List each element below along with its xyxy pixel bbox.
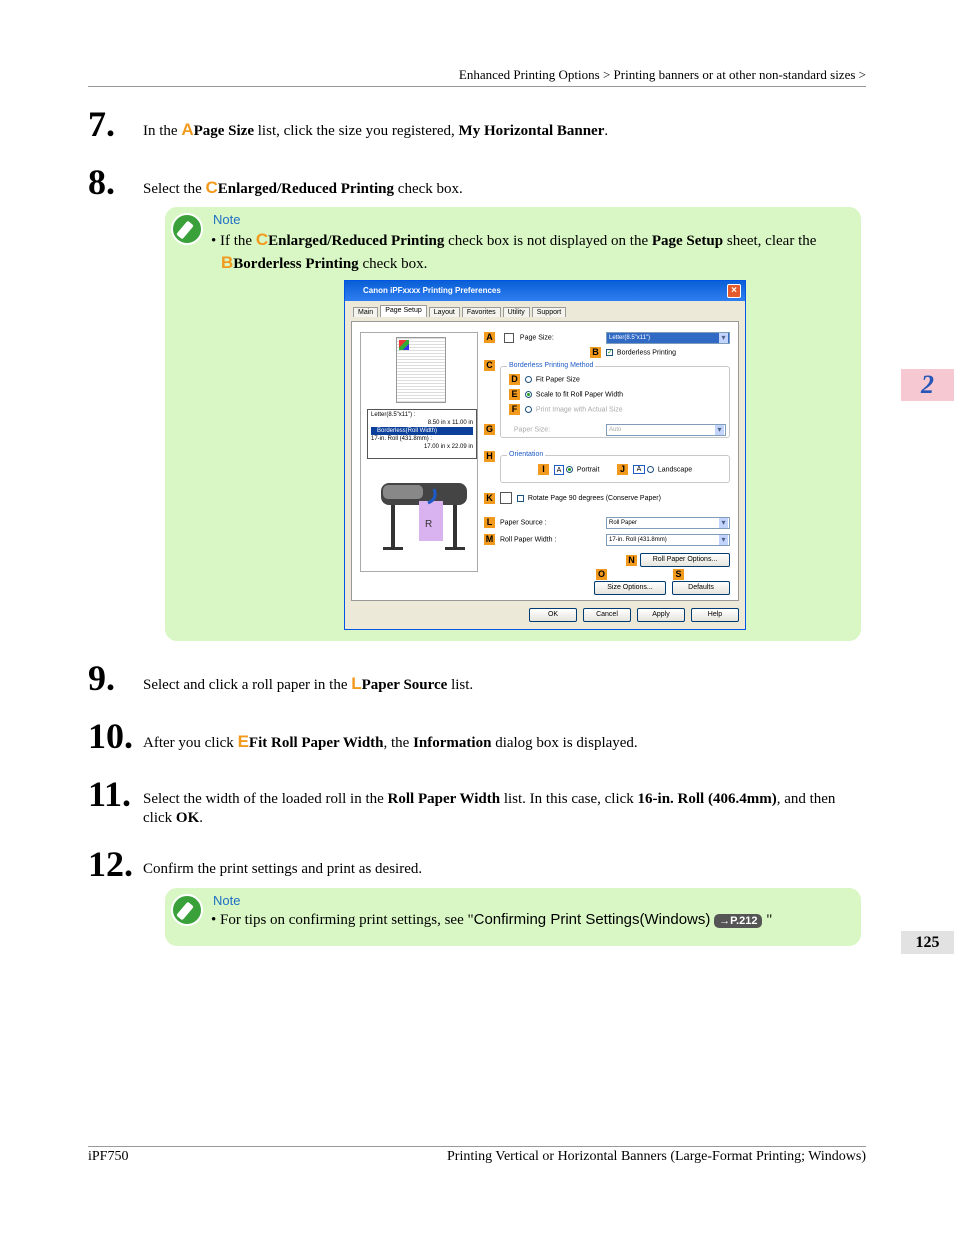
note-title: Note xyxy=(213,893,241,908)
callout-j: J xyxy=(617,464,628,475)
step-number: 10. xyxy=(88,716,133,756)
preview-info-line: Letter(8.5"x11") : xyxy=(371,412,416,418)
footer-section-title: Printing Vertical or Horizontal Banners (Large-Format Printing; Windows) xyxy=(447,1149,866,1164)
scale-fit-roll-label: Scale to fit Roll Paper Width xyxy=(535,391,624,399)
borderless-printing-label: Borderless Printing xyxy=(616,349,677,357)
preview-info-line: 17.00 in x 22.09 in xyxy=(423,444,473,450)
cancel-button[interactable]: Cancel xyxy=(583,608,631,622)
paper-source-row xyxy=(484,517,547,528)
label-b-icon: B xyxy=(221,253,234,272)
preview-info-line: 17-in. Roll (431.8mm) : xyxy=(371,436,433,442)
step-text-part: list. xyxy=(447,677,474,693)
step-text-part: Select the width of the loaded roll in the xyxy=(143,791,388,807)
callout-e: E xyxy=(509,389,520,400)
page-size-icon xyxy=(504,333,514,343)
image-thumbnail-icon xyxy=(399,340,409,350)
step-text xyxy=(143,674,868,695)
page-size-row xyxy=(484,332,554,343)
label-a-icon: A xyxy=(181,120,194,139)
help-button[interactable]: Help xyxy=(691,608,739,622)
step-number: 11. xyxy=(88,774,132,814)
note-bold-term: Borderless Printing xyxy=(233,256,359,272)
callout-k: K xyxy=(484,493,495,504)
tab-main[interactable]: Main xyxy=(353,307,378,317)
step-text-part: . xyxy=(199,810,203,826)
printer-illustration-icon xyxy=(379,473,469,563)
landscape-label: Landscape xyxy=(657,466,693,474)
step-number: 9. xyxy=(88,658,115,698)
borderless-printing-checkbox[interactable]: ✓ xyxy=(606,349,613,356)
rotate-page-row xyxy=(484,492,661,504)
printing-preferences-dialog xyxy=(344,280,746,630)
size-options-button[interactable]: Size Options... xyxy=(594,581,666,595)
preview-info-line: Borderless(Roll Width) xyxy=(371,427,473,435)
callout-h-row xyxy=(484,451,498,462)
note-body xyxy=(211,909,851,931)
step-text: Confirm the print settings and print as desired. xyxy=(143,861,423,877)
print-actual-size-radio[interactable] xyxy=(525,406,532,413)
page-setup-panel xyxy=(351,321,739,601)
preview-info-box xyxy=(367,409,477,459)
note-text-part: check box is not displayed on the xyxy=(444,233,652,249)
step-text-part: Select the xyxy=(143,181,206,197)
landscape-icon: A xyxy=(633,465,645,474)
paper-size-select[interactable]: Auto ▾ xyxy=(606,424,726,436)
fit-paper-size-row xyxy=(509,374,580,385)
roll-width-select[interactable]: 17-in. Roll (431.8mm) ▾ xyxy=(606,534,730,546)
note-text-part: If the xyxy=(216,233,256,249)
portrait-icon: A xyxy=(554,465,564,475)
borderless-method-title: Borderless Printing Method xyxy=(509,362,594,369)
tab-utility[interactable]: Utility xyxy=(503,307,530,317)
note-text-part: check box. xyxy=(358,256,428,272)
step-bold-term: Enlarged/Reduced Printing xyxy=(217,181,395,197)
header-breadcrumb: Enhanced Printing Options > Printing banners or at other non-standard sizes > xyxy=(458,67,866,82)
paper-size-row xyxy=(484,424,550,435)
chapter-tab: 2 xyxy=(901,369,954,401)
step-number: 8. xyxy=(88,162,115,202)
step-text xyxy=(143,120,868,141)
rotate-page-icon xyxy=(500,492,512,504)
callout-n: N xyxy=(626,555,637,566)
scale-fit-roll-row xyxy=(509,389,623,400)
paper-preview xyxy=(396,337,446,403)
callout-d: D xyxy=(509,374,520,385)
landscape-radio[interactable] xyxy=(647,466,654,473)
step-bold-term: Roll Paper Width xyxy=(387,791,501,807)
step-text-part: , and then click xyxy=(143,791,836,826)
tab-layout[interactable]: Layout xyxy=(429,307,460,317)
step-bold-term: Paper Source xyxy=(361,677,448,693)
rotate-page-label: Rotate Page 90 degrees (Conserve Paper) xyxy=(527,494,661,502)
dialog-title: Canon iPFxxxx Printing Preferences xyxy=(363,286,501,295)
callout-i: I xyxy=(538,464,549,475)
step-text xyxy=(143,178,868,199)
ok-button[interactable]: OK xyxy=(529,608,577,622)
callout-g: G xyxy=(485,424,493,434)
callout-n-row xyxy=(626,555,640,566)
callout-m: M xyxy=(485,534,494,544)
page-size-select[interactable]: Letter(8.5"x11") ▾ xyxy=(606,332,730,344)
label-c-icon: C xyxy=(255,230,269,249)
step-text-part: list, click the size you registered, xyxy=(254,123,459,139)
note-body xyxy=(211,229,851,275)
orientation-group xyxy=(500,451,730,483)
svg-text:R: R xyxy=(425,519,433,530)
borderless-printing-row xyxy=(590,347,676,358)
note-box xyxy=(165,888,861,946)
label-l-icon: L xyxy=(351,674,362,693)
label-c-icon: C xyxy=(205,178,218,197)
paper-source-label: Paper Source : xyxy=(499,519,547,527)
dialog-tabs xyxy=(353,307,566,317)
note-text-part: " xyxy=(762,912,773,928)
callout-s-row xyxy=(673,569,687,580)
print-actual-size-row xyxy=(509,404,623,415)
note-text-part: For tips on confirming print settings, see " xyxy=(216,912,474,928)
step-text-part: dialog box is displayed. xyxy=(491,735,638,751)
callout-b: B xyxy=(590,347,601,358)
header-divider xyxy=(88,86,866,87)
step-number: 12. xyxy=(88,844,133,884)
callout-l: L xyxy=(484,517,495,528)
landscape-row xyxy=(617,464,692,475)
step-bold-term: My Horizontal Banner xyxy=(458,123,605,139)
portrait-label: Portrait xyxy=(576,466,600,474)
paper-source-select[interactable]: Roll Paper ▾ xyxy=(606,517,730,529)
page-size-label: Page Size: xyxy=(519,334,554,342)
bullet: • xyxy=(211,912,217,928)
step-text-part: . xyxy=(604,123,609,139)
footer-divider xyxy=(88,1146,866,1147)
note-bold-term: Page Setup xyxy=(651,233,724,249)
roll-width-label: Roll Paper Width : xyxy=(499,536,557,544)
paper-size-label: Paper Size: xyxy=(513,426,551,434)
step-text xyxy=(143,790,868,828)
preview-info-line: 8.50 in x 11.00 in xyxy=(427,420,473,426)
footer-model: iPF750 xyxy=(88,1149,129,1164)
portrait-row xyxy=(538,464,599,475)
callout-h: H xyxy=(484,451,495,462)
dialog-title-bar xyxy=(345,281,745,301)
print-actual-size-label: Print Image with Actual Size xyxy=(535,406,623,414)
orientation-title: Orientation xyxy=(509,451,544,458)
page-number: 125 xyxy=(901,931,954,954)
step-bold-term: Page Size xyxy=(193,123,255,139)
fit-paper-size-label: Fit Paper Size xyxy=(535,376,580,384)
confirming-print-settings-link[interactable]: Confirming Print Settings(Windows) xyxy=(473,911,711,928)
portrait-radio[interactable] xyxy=(566,466,573,473)
step-bold-term: 16-in. Roll (406.4mm) xyxy=(637,791,777,807)
callout-c: C xyxy=(484,360,495,371)
tab-page-setup[interactable]: Page Setup xyxy=(380,305,427,317)
callout-o-row xyxy=(596,569,610,580)
callout-o: O xyxy=(597,569,605,579)
tab-support[interactable]: Support xyxy=(532,307,567,317)
preview-pane xyxy=(360,332,478,572)
step-text-part: list. In this case, click xyxy=(500,791,638,807)
fit-paper-size-radio[interactable] xyxy=(525,376,532,383)
step-text xyxy=(143,732,868,753)
callout-f: F xyxy=(509,404,520,415)
note-pencil-icon xyxy=(171,894,203,926)
roll-paper-options-button[interactable]: Roll Paper Options... xyxy=(640,553,730,567)
close-icon[interactable]: × xyxy=(727,284,741,298)
step-text-part: check box. xyxy=(394,181,463,197)
callout-a: A xyxy=(484,332,495,343)
note-title: Note xyxy=(213,212,241,227)
step-text-part: In the xyxy=(143,123,182,139)
label-e-icon: E xyxy=(237,732,249,751)
tab-favorites[interactable]: Favorites xyxy=(462,307,501,317)
note-bold-term: Enlarged/Reduced Printing xyxy=(268,233,445,249)
step-text-part: Select and click a roll paper in the xyxy=(143,677,352,693)
note-text-part: sheet, clear the xyxy=(723,233,817,249)
callout-c-row xyxy=(484,360,498,371)
step-bold-term: Information xyxy=(413,735,492,751)
defaults-button[interactable]: Defaults xyxy=(672,581,730,595)
roll-width-row xyxy=(484,534,556,545)
page-reference-badge[interactable]: →P.212 xyxy=(714,914,762,928)
bullet: • xyxy=(211,233,217,249)
step-text-part: After you click xyxy=(143,735,238,751)
scale-fit-roll-radio[interactable] xyxy=(525,391,532,398)
step-text-part: , the xyxy=(383,735,414,751)
callout-s: S xyxy=(673,569,684,580)
step-bold-term: OK xyxy=(175,810,200,826)
step-number: 7. xyxy=(88,104,115,144)
rotate-page-checkbox[interactable] xyxy=(517,495,524,502)
apply-button[interactable]: Apply xyxy=(637,608,685,622)
step-bold-term: Fit Roll Paper Width xyxy=(248,735,384,751)
note-pencil-icon xyxy=(171,213,203,245)
